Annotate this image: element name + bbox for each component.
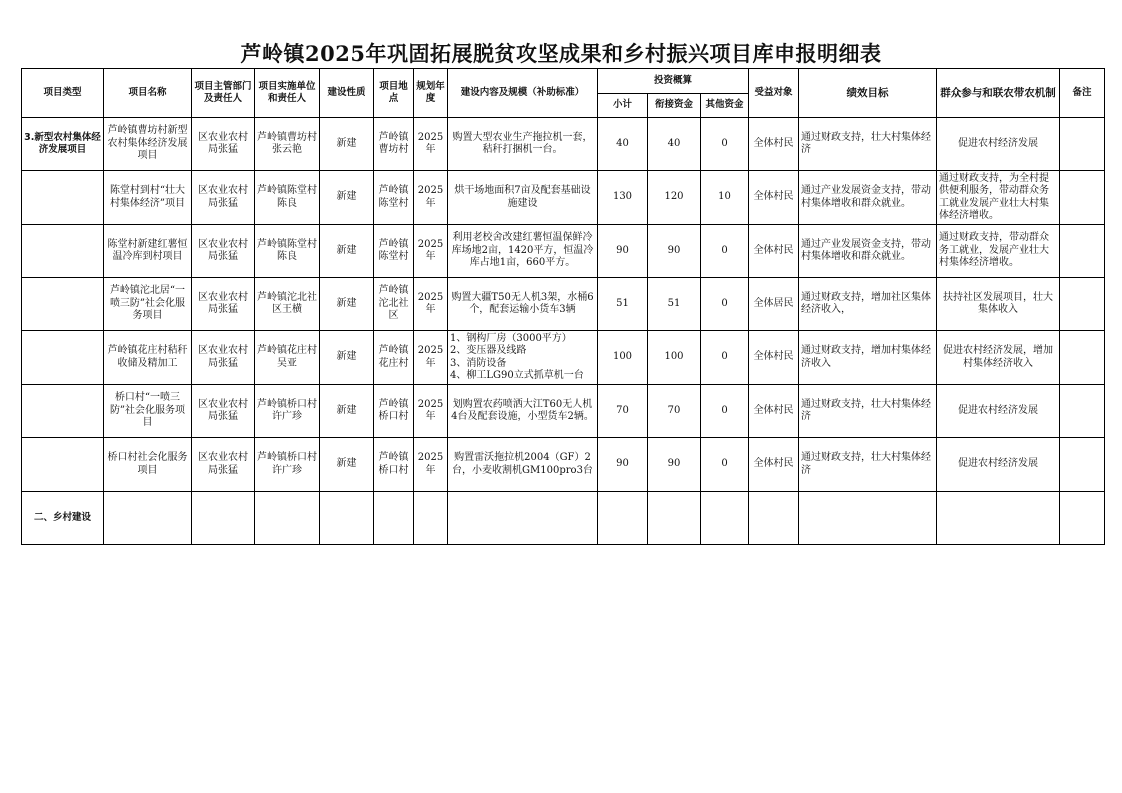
mechanism-cell: 促进农村经济发展，增加村集体经济收入 xyxy=(937,331,1060,385)
table-row xyxy=(22,171,1105,225)
location-cell: 芦岭镇沱北社区 xyxy=(374,278,414,331)
goal-cell: 通过财政支持，增加村集体经济收入 xyxy=(799,331,937,385)
subtotal-cell: 90 xyxy=(598,438,648,492)
content-cell: 利用老校舍改建红薯恒温保鲜冷库场地2亩，1420平方，恒温冷库占地1亩，660平方。 xyxy=(448,225,598,278)
year-cell xyxy=(414,492,448,545)
year-cell: 2025年 xyxy=(414,171,448,225)
project-name-cell: 桥口村“一喷三防”社会化服务项目 xyxy=(104,385,192,438)
nature-cell: 新建 xyxy=(320,331,374,385)
beneficiary-cell: 全体居民 xyxy=(749,278,799,331)
remark-cell xyxy=(1060,171,1105,225)
header-project-type: 项目类型 xyxy=(22,69,104,118)
subtotal-cell: 130 xyxy=(598,171,648,225)
content-cell: 购置大疆T50无人机3架，水桶6个，配套运输小货车3辆 xyxy=(448,278,598,331)
implementing-unit-cell: 芦岭镇陈堂村陈良 xyxy=(255,171,320,225)
department-cell: 区农业农村局张猛 xyxy=(192,331,255,385)
nature-cell: 新建 xyxy=(320,278,374,331)
other-fund-cell xyxy=(701,492,749,545)
nature-cell: 新建 xyxy=(320,225,374,278)
mechanism-cell: 促进农村经济发展 xyxy=(937,385,1060,438)
year-cell: 2025年 xyxy=(414,385,448,438)
header-remark: 备注 xyxy=(1060,69,1105,118)
remark-cell xyxy=(1060,118,1105,171)
header-row-1 xyxy=(22,69,1105,94)
nature-cell: 新建 xyxy=(320,438,374,492)
year-cell: 2025年 xyxy=(414,118,448,171)
goal-cell: 通过财政支持，壮大村集体经济 xyxy=(799,118,937,171)
category-cell xyxy=(22,225,104,278)
header-linked-fund: 衔接资金 xyxy=(648,94,701,118)
beneficiary-cell: 全体村民 xyxy=(749,225,799,278)
remark-cell xyxy=(1060,225,1105,278)
beneficiary-cell: 全体村民 xyxy=(749,438,799,492)
remark-cell xyxy=(1060,492,1105,545)
goal-cell: 通过产业发展资金支持，带动村集体增收和群众就业。 xyxy=(799,225,937,278)
mechanism-cell: 扶持社区发展项目，壮大集体收入 xyxy=(937,278,1060,331)
header-plan-year: 规划年度 xyxy=(414,69,448,118)
location-cell: 芦岭镇曹坊村 xyxy=(374,118,414,171)
project-name-cell: 陈堂村新建红薯恒温冷库到村项目 xyxy=(104,225,192,278)
goal-cell: 通过财政支持，增加社区集体经济收入， xyxy=(799,278,937,331)
beneficiary-cell: 全体村民 xyxy=(749,171,799,225)
implementing-unit-cell xyxy=(255,492,320,545)
location-cell: 芦岭镇陈堂村 xyxy=(374,171,414,225)
other-fund-cell: 0 xyxy=(701,385,749,438)
header-beneficiary: 受益对象 xyxy=(749,69,799,118)
other-fund-cell: 0 xyxy=(701,438,749,492)
beneficiary-cell xyxy=(749,492,799,545)
table-row xyxy=(22,438,1105,492)
content-cell: 1、钢构厂房（3000平方） 2、变压器及线路 3、消防设备 4、柳工LG90立式抓草机一台 xyxy=(448,331,598,385)
subtotal-cell: 90 xyxy=(598,225,648,278)
year-cell: 2025年 xyxy=(414,225,448,278)
location-cell: 芦岭镇陈堂村 xyxy=(374,225,414,278)
header-other-fund: 其他资金 xyxy=(701,94,749,118)
location-cell: 芦岭镇花庄村 xyxy=(374,331,414,385)
other-fund-cell: 0 xyxy=(701,278,749,331)
remark-cell xyxy=(1060,385,1105,438)
goal-cell: 通过产业发展资金支持，带动村集体增收和群众就业。 xyxy=(799,171,937,225)
department-cell: 区农业农村局张猛 xyxy=(192,225,255,278)
other-fund-cell: 10 xyxy=(701,171,749,225)
location-cell: 芦岭镇桥口村 xyxy=(374,385,414,438)
other-fund-cell: 0 xyxy=(701,118,749,171)
mechanism-cell xyxy=(937,492,1060,545)
subtotal-cell: 51 xyxy=(598,278,648,331)
table-row xyxy=(22,492,1105,545)
category-cell xyxy=(22,331,104,385)
category-cell: 二、乡村建设 xyxy=(22,492,104,545)
mechanism-cell: 通过财政支持，带动群众务工就业，发展产业壮大村集体经济增收。 xyxy=(937,225,1060,278)
project-table xyxy=(21,68,1105,545)
subtotal-cell: 40 xyxy=(598,118,648,171)
nature-cell: 新建 xyxy=(320,118,374,171)
other-fund-cell: 0 xyxy=(701,331,749,385)
header-implementing-unit: 项目实施单位和责任人 xyxy=(255,69,320,118)
table-row xyxy=(22,385,1105,438)
project-name-cell: 陈堂村到村“壮大村集体经济”项目 xyxy=(104,171,192,225)
mechanism-cell: 促进农村经济发展 xyxy=(937,438,1060,492)
content-cell: 烘干场地面积7亩及配套基础设施建设 xyxy=(448,171,598,225)
project-name-cell: 芦岭镇花庄村秸秆收储及精加工 xyxy=(104,331,192,385)
implementing-unit-cell: 芦岭镇桥口村许广珍 xyxy=(255,385,320,438)
department-cell: 区农业农村局张猛 xyxy=(192,278,255,331)
beneficiary-cell: 全体村民 xyxy=(749,331,799,385)
beneficiary-cell: 全体村民 xyxy=(749,385,799,438)
project-name-cell: 芦岭镇曹坊村新型农村集体经济发展项目 xyxy=(104,118,192,171)
nature-cell xyxy=(320,492,374,545)
linked-fund-cell: 51 xyxy=(648,278,701,331)
implementing-unit-cell: 芦岭镇花庄村吴亚 xyxy=(255,331,320,385)
header-mechanism: 群众参与和联农带农机制 xyxy=(937,69,1060,118)
subtotal-cell: 70 xyxy=(598,385,648,438)
category-cell xyxy=(22,438,104,492)
implementing-unit-cell: 芦岭镇陈堂村陈良 xyxy=(255,225,320,278)
mechanism-cell: 促进农村经济发展 xyxy=(937,118,1060,171)
document-title: 芦岭镇2025年巩固拓展脱贫攻坚成果和乡村振兴项目库申报明细表 xyxy=(240,41,882,66)
department-cell: 区农业农村局张猛 xyxy=(192,385,255,438)
subtotal-cell xyxy=(598,492,648,545)
goal-cell: 通过财政支持，壮大村集体经济 xyxy=(799,385,937,438)
table-row xyxy=(22,331,1105,385)
nature-cell: 新建 xyxy=(320,385,374,438)
mechanism-cell: 通过财政支持，为全村提供便利服务，带动群众务工就业发展产业壮大村集体经济增收。 xyxy=(937,171,1060,225)
project-name-cell: 芦岭镇沱北居“一喷三防”社会化服务项目 xyxy=(104,278,192,331)
table-row xyxy=(22,225,1105,278)
implementing-unit-cell: 芦岭镇曹坊村张云艳 xyxy=(255,118,320,171)
header-department: 项目主管部门及责任人 xyxy=(192,69,255,118)
linked-fund-cell: 120 xyxy=(648,171,701,225)
header-subtotal: 小计 xyxy=(598,94,648,118)
header-project-name: 项目名称 xyxy=(104,69,192,118)
goal-cell: 通过财政支持，壮大村集体经济 xyxy=(799,438,937,492)
linked-fund-cell: 90 xyxy=(648,225,701,278)
project-name-cell: 桥口村社会化服务项目 xyxy=(104,438,192,492)
remark-cell xyxy=(1060,331,1105,385)
beneficiary-cell: 全体村民 xyxy=(749,118,799,171)
content-cell: 购置雷沃拖拉机2004（GF）2台，小麦收割机GM100pro3台 xyxy=(448,438,598,492)
linked-fund-cell: 70 xyxy=(648,385,701,438)
nature-cell: 新建 xyxy=(320,171,374,225)
year-cell: 2025年 xyxy=(414,278,448,331)
header-construction-nature: 建设性质 xyxy=(320,69,374,118)
remark-cell xyxy=(1060,278,1105,331)
content-cell xyxy=(448,492,598,545)
department-cell xyxy=(192,492,255,545)
implementing-unit-cell: 芦岭镇沱北社区王横 xyxy=(255,278,320,331)
location-cell xyxy=(374,492,414,545)
linked-fund-cell: 90 xyxy=(648,438,701,492)
linked-fund-cell xyxy=(648,492,701,545)
year-cell: 2025年 xyxy=(414,331,448,385)
content-cell: 划购置农药喷洒大江T60无人机4台及配套设施，小型货车2辆。 xyxy=(448,385,598,438)
category-cell xyxy=(22,171,104,225)
department-cell: 区农业农村局张猛 xyxy=(192,438,255,492)
year-cell: 2025年 xyxy=(414,438,448,492)
other-fund-cell: 0 xyxy=(701,225,749,278)
category-cell xyxy=(22,278,104,331)
location-cell: 芦岭镇桥口村 xyxy=(374,438,414,492)
content-cell: 购置大型农业生产拖拉机一套，秸秆打捆机一台。 xyxy=(448,118,598,171)
project-name-cell xyxy=(104,492,192,545)
linked-fund-cell: 100 xyxy=(648,331,701,385)
remark-cell xyxy=(1060,438,1105,492)
subtotal-cell: 100 xyxy=(598,331,648,385)
department-cell: 区农业农村局张猛 xyxy=(192,118,255,171)
implementing-unit-cell: 芦岭镇桥口村许广珍 xyxy=(255,438,320,492)
header-location: 项目地点 xyxy=(374,69,414,118)
header-investment: 投资概算 xyxy=(598,69,749,94)
linked-fund-cell: 40 xyxy=(648,118,701,171)
header-performance-goal: 绩效目标 xyxy=(799,69,937,118)
department-cell: 区农业农村局张猛 xyxy=(192,171,255,225)
table-row xyxy=(22,278,1105,331)
header-content: 建设内容及规模（补助标准） xyxy=(448,69,598,118)
category-cell xyxy=(22,385,104,438)
table-row xyxy=(22,118,1105,171)
category-cell: 3.新型农村集体经济发展项目 xyxy=(22,118,104,171)
goal-cell xyxy=(799,492,937,545)
